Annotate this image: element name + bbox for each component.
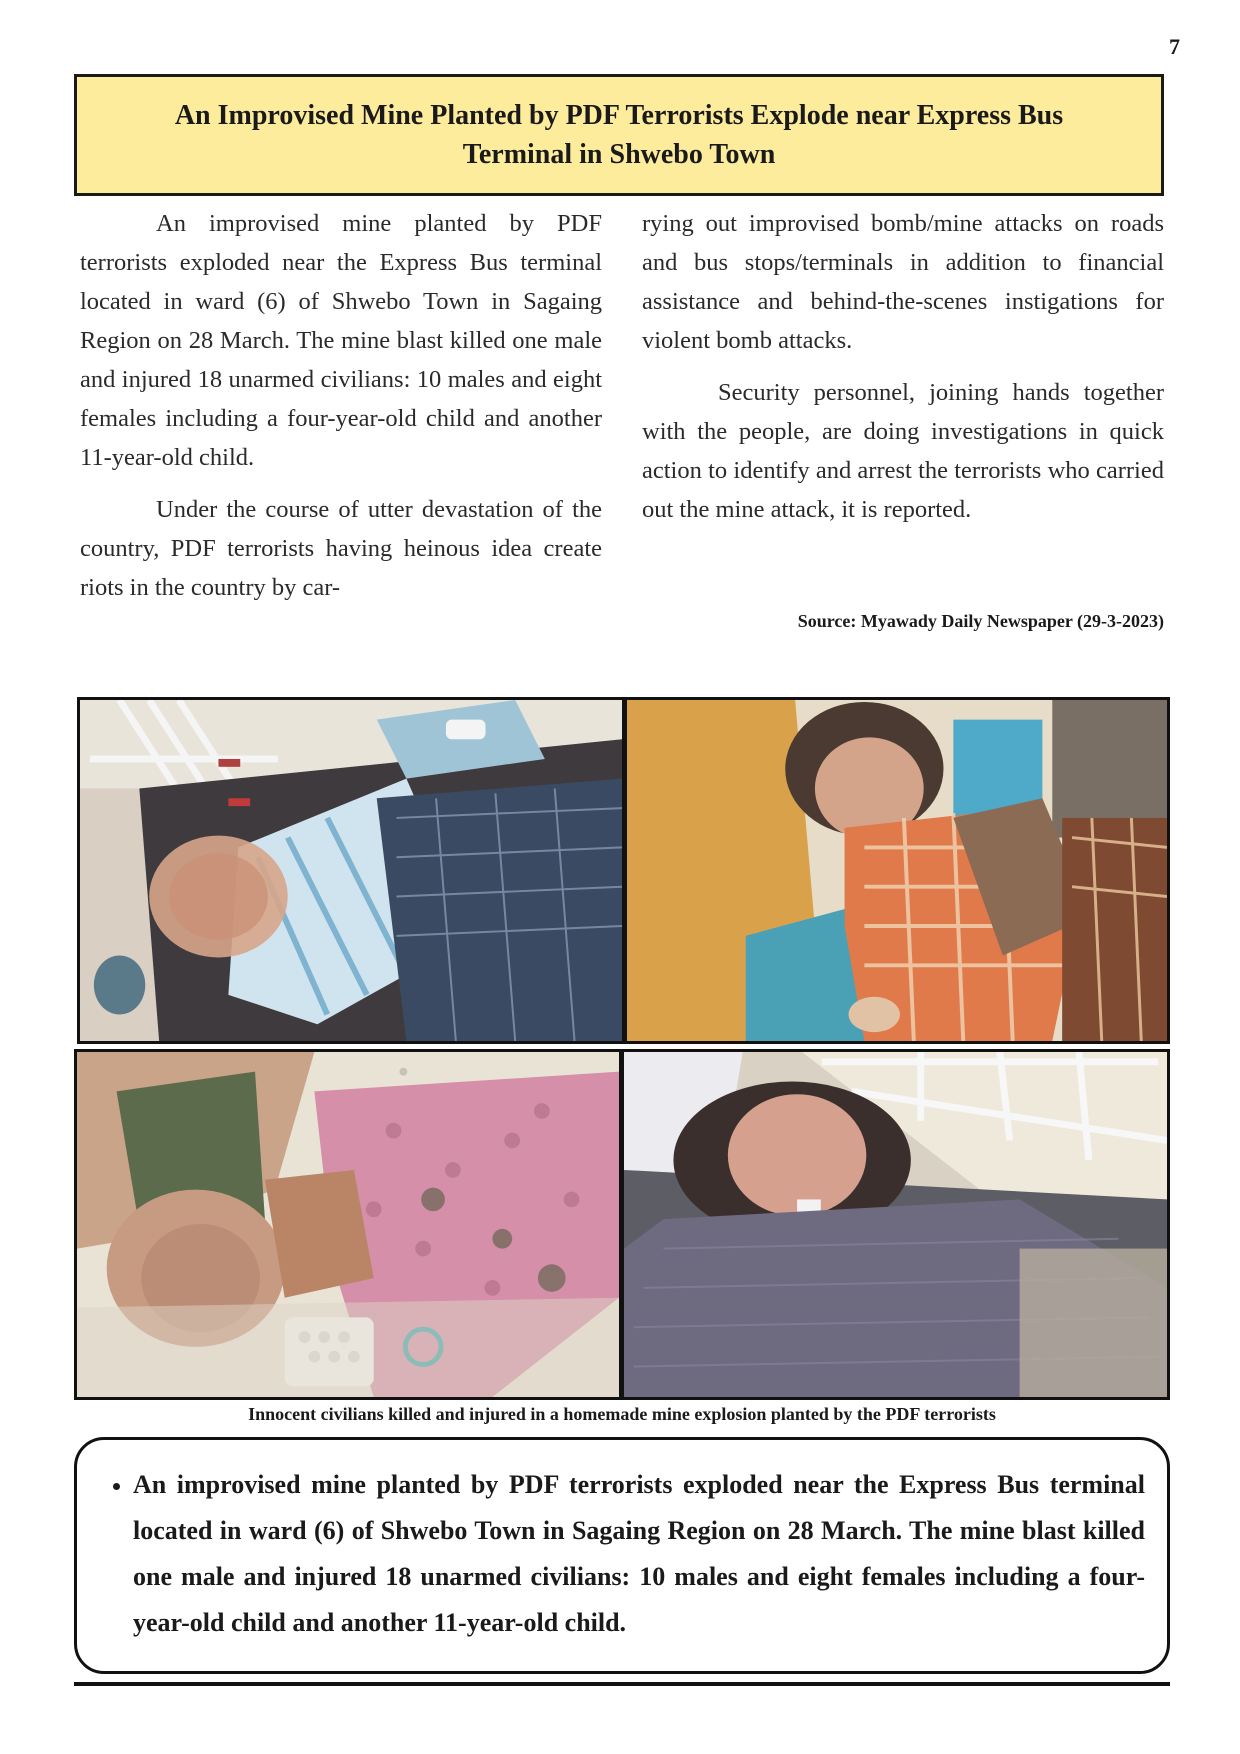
photo-injured-man-on-bed-image [80, 700, 622, 1041]
photo-injured-man-on-bed [77, 697, 625, 1044]
article-paragraph: Security personnel, joining hands together with the people, are doing investigations in quick action to identify and arrest the terrorists who carried out the mine attack, it is reported. [642, 379, 1164, 523]
photo-injured-child-plaid-shirt [624, 697, 1170, 1044]
photo-injured-woman-image [624, 1052, 1167, 1397]
article-column-right [642, 204, 1164, 542]
headline: An Improvised Mine Planted by PDF Terrorists Explode near Express Bus Terminal in Shwebo Town [174, 100, 1064, 170]
page-number: 7 [1169, 34, 1180, 59]
photo-injured-child-image [627, 700, 1167, 1041]
headline-box [74, 74, 1164, 196]
photo-caption: Innocent civilians killed and injured in a homemade mine explosion planted by the PDF terrorists [248, 1404, 996, 1424]
article-paragraph: Under the course of utter devastation of the country, PDF terrorists having heinous idea create riots in the country by car- [80, 496, 602, 601]
photo-injured-woman-on-bed [621, 1049, 1170, 1400]
summary-box [74, 1437, 1170, 1674]
source-credit: Source: Myawady Daily Newspaper (29-3-2023) [797, 611, 1164, 631]
summary-list [77, 1440, 1167, 1646]
photo-injured-child-pink-clothes [74, 1049, 622, 1400]
article-paragraph: An improvised mine planted by PDF terrorists exploded near the Express Bus terminal located in ward (6) of Shwebo Town in Sagaing Region on 28 March. The mine blast killed one male and injured 18 unarmed civilians: 10 males and eight females including a four-year-old child and another 11-year-old child. [80, 210, 602, 471]
photo-injured-child-pink-image [77, 1052, 619, 1397]
article-column-left [80, 204, 602, 620]
summary-bullet: • An improvised mine planted by PDF terrorists exploded near the Express Bus terminal located in ward (6) of Shwebo Town in Sagaing Region on 28 March. The mine blast killed one male and injured 18 unarmed civilians: 10 males and eight females including a four-year-old child and another 11-year-old child. [133, 1462, 1145, 1646]
article-paragraph: rying out improvised bomb/mine attacks on roads and bus stops/terminals in addition to financial assistance and behind-the-scenes instigations for violent bomb attacks. [642, 210, 1164, 354]
bottom-rule [74, 1682, 1170, 1686]
